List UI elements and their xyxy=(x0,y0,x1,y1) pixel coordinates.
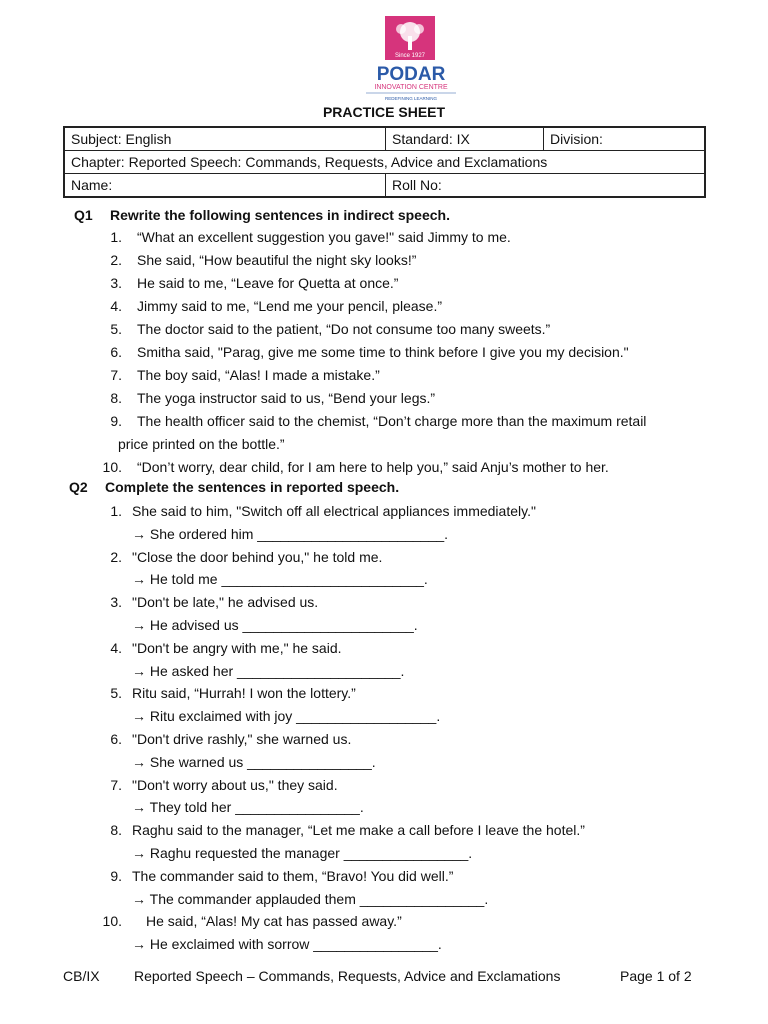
q1-item-text: “Don’t worry, dear child, for I am here to help you,” said Anju’s mother to her. xyxy=(137,459,609,475)
q1-item-text: He said to me, “Leave for Quetta at once.” xyxy=(137,275,399,291)
tree-emblem-icon xyxy=(358,14,464,104)
q2-item-text: The commander said to them, “Bravo! You did well.” xyxy=(132,867,454,884)
footer-left: CB/IX xyxy=(63,968,100,984)
q1-item-text: Smitha said, "Parag, give me some time to think before I give you my decision." xyxy=(137,344,629,360)
q2-item-text: Ritu said, “Hurrah! I won the lottery.” xyxy=(132,685,356,702)
q2-answer-line: → He asked her _____________________. xyxy=(132,662,405,679)
q1-item-text: The health officer said to the chemist, “Don’t charge more than the maximum retail xyxy=(137,413,647,429)
q2-item-text: "Don't be late," he advised us. xyxy=(132,594,319,611)
q1-heading xyxy=(74,207,450,223)
logo-sub: INNOVATION CENTRE xyxy=(374,84,448,91)
podar-logo xyxy=(358,14,464,104)
q1-item-text: The boy said, “Alas! I made a mistake.” xyxy=(137,367,380,383)
q2-heading xyxy=(69,479,399,495)
q2-answer-line: → She ordered him ________________________. xyxy=(132,525,449,542)
q1-item-number: 4. xyxy=(110,298,122,314)
q2-item-number: 3. xyxy=(110,594,122,611)
q1-item-number: 5. xyxy=(110,321,122,337)
q2-item-text: Raghu said to the manager, “Let me make a call before I leave the hotel.” xyxy=(132,822,585,839)
q2-item-text: She said to him, "Switch off all electrical appliances immediately." xyxy=(132,503,536,519)
footer-center: Reported Speech – Commands, Requests, Advice and Exclamations xyxy=(134,968,561,984)
q2-item-number: 1. xyxy=(110,503,122,519)
q1-item-text: “What an excellent suggestion you gave!" said Jimmy to me. xyxy=(137,229,511,245)
chapter-cell: Chapter: Reported Speech: Commands, Requests, Advice and Exclamations xyxy=(64,151,705,174)
q2-item-number: 4. xyxy=(110,639,122,656)
q1-item-number: 10. xyxy=(102,459,122,475)
q2-item-number: 9. xyxy=(110,867,122,884)
q2-answer-line: → He told me __________________________. xyxy=(132,571,428,588)
q1-heading-text: Rewrite the following sentences in indirect speech. xyxy=(110,207,450,223)
q1-item-number: 1. xyxy=(110,229,122,245)
logo-tagline: REDEFINING LEARNING xyxy=(384,96,438,101)
q1-label: Q1 xyxy=(74,207,93,223)
roll-cell: Roll No: xyxy=(386,174,706,198)
subject-cell: Subject: English xyxy=(64,127,386,151)
q2-answer-line: → The commander applauded them ________________. xyxy=(132,890,489,907)
q2-answer-line: → Ritu exclaimed with joy __________________. xyxy=(132,708,441,725)
standard-cell: Standard: IX xyxy=(386,127,544,151)
q1-item-number: 2. xyxy=(110,252,122,268)
q1-item-text: She said, “How beautiful the night sky looks!” xyxy=(137,252,417,268)
q1-item-continuation: price printed on the bottle.” xyxy=(118,436,285,452)
q1-item-text: The yoga instructor said to us, “Bend your legs.” xyxy=(137,390,436,406)
division-cell: Division: xyxy=(544,127,706,151)
q2-item-text: "Close the door behind you," he told me. xyxy=(132,548,383,565)
logo-since: Since 1927 xyxy=(394,53,426,59)
q1-item-number: 3. xyxy=(110,275,122,291)
q1-item-number: 9. xyxy=(110,413,122,429)
q2-item-text: He said, “Alas! My cat has passed away.” xyxy=(146,913,402,930)
q2-item-number: 2. xyxy=(110,548,122,565)
q1-item-number: 8. xyxy=(110,390,122,406)
q2-heading-text: Complete the sentences in reported speech. xyxy=(105,479,400,495)
q1-item-number: 7. xyxy=(110,367,122,383)
q2-item-text: "Don't be angry with me," he said. xyxy=(132,639,342,656)
q2-item-number: 5. xyxy=(110,685,122,702)
q2-answer-line: → They told her ________________. xyxy=(132,799,364,816)
q2-label: Q2 xyxy=(69,479,88,495)
q2-item-text: "Don't worry about us," they said. xyxy=(132,776,338,793)
q1-item-number: 6. xyxy=(110,344,122,360)
footer-right: Page 1 of 2 xyxy=(620,968,692,984)
q2-item-text: "Don't drive rashly," she warned us. xyxy=(132,731,352,747)
q1-item-text: The doctor said to the patient, “Do not consume too many sweets.” xyxy=(137,321,551,337)
q2-answer-line: → He exclaimed with sorrow ________________. xyxy=(132,936,442,953)
q2-item-number: 10. xyxy=(102,913,122,930)
page-title: PRACTICE SHEET xyxy=(322,104,446,120)
q1-item-text: Jimmy said to me, “Lend me your pencil, please.” xyxy=(137,298,443,314)
logo-name: PODAR xyxy=(376,64,446,85)
q2-answer-line: → Raghu requested the manager ________________. xyxy=(132,845,473,861)
q2-answer-line: → He advised us ______________________. xyxy=(132,617,418,633)
q2-item-number: 8. xyxy=(110,822,122,839)
info-table xyxy=(63,126,706,198)
q2-answer-line: → She warned us ________________. xyxy=(132,753,376,770)
name-cell: Name: xyxy=(64,174,386,198)
q2-item-number: 6. xyxy=(110,731,122,747)
q2-item-number: 7. xyxy=(110,776,122,793)
